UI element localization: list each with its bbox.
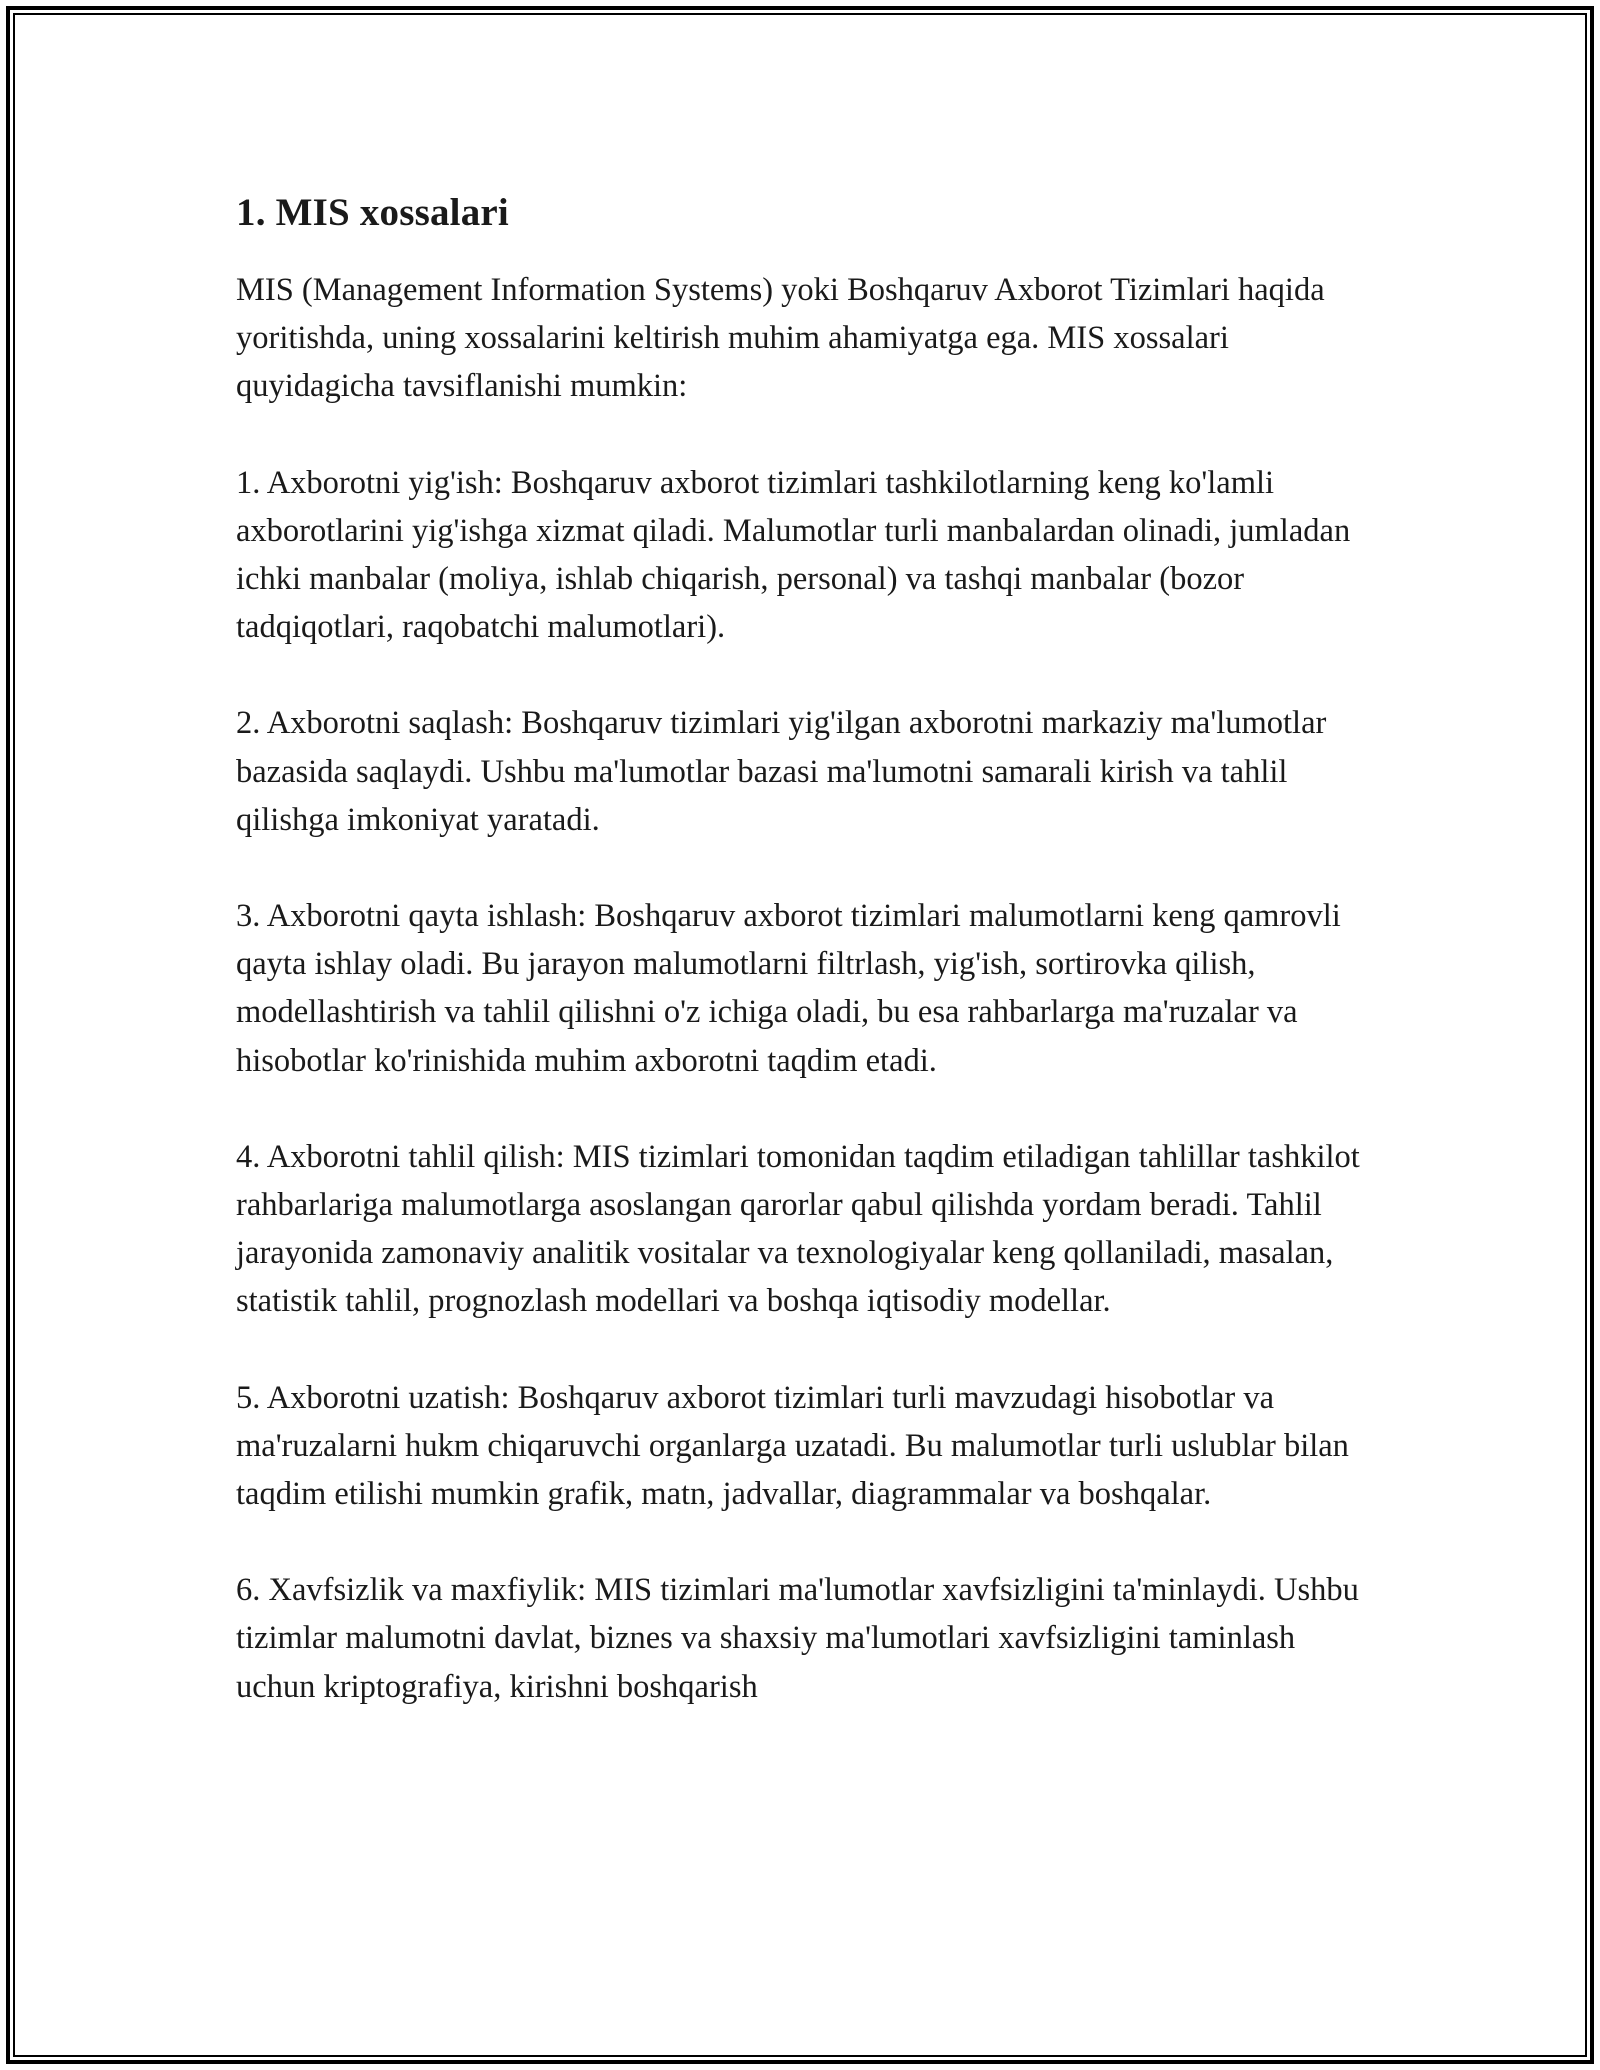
paragraph-analysis: 4. Axborotni tahlil qilish: MIS tizimlari tomonidan taqdim etiladigan tahlillar tashkilot rahbarlariga malumotlarga asoslangan qarorlar qabul qilishda yordam beradi. Tahlil jarayonida zamonaviy analitik vositalar va texnologiyalar keng qollaniladi, masalan, statistik tahlil, prognozlash modellari va boshqa iqtisodiy modellar.	[236, 1138, 1360, 1320]
document-title: 1. MIS xossalari	[236, 191, 509, 234]
paragraph-transmission: 5. Axborotni uzatish: Boshqaruv axborot tizimlari turli mavzudagi hisobotlar va ma'ruzalarni hukm chiqaruvchi organlarga uzatadi. Bu malumotlar turli uslublar bilan taqdim etilishi mumkin grafik, matn, jadvallar, diagrammalar va boshqalar.	[236, 1379, 1349, 1513]
paragraph-collecting: 1. Axborotni yig'ish: Boshqaruv axborot tizimlari tashkilotlarning keng ko'lamli axborotlarini yig'ishga xizmat qiladi. Malumotlar turli manbalardan olinadi, jumladan ichki manbalar (moliya, ishlab chiqarish, personal) va tashqi manbalar (bozor tadqiqotlari, raqobatchi malumotlari).	[236, 464, 1351, 646]
document-body	[236, 186, 1376, 1711]
paragraph-storing: 2. Axborotni saqlash: Boshqaruv tizimlari yig'ilgan axborotni markaziy ma'lumotlar bazasida saqlaydi. Ushbu ma'lumotlar bazasi ma'lumotni samarali kirish va tahlil qilishga imkoniyat yaratadi.	[236, 705, 1327, 838]
intro-paragraph: MIS (Management Information Systems) yoki Boshqaruv Axborot Tizimlari haqida yoritishda, uning xossalarini keltirish muhim ahamiyatga ega. MIS xossalari quyidagicha tavsiflanishi mumkin:	[236, 272, 1325, 405]
paragraph-processing: 3. Axborotni qayta ishlash: Boshqaruv axborot tizimlari malumotlarni keng qamrovli qayta ishlay oladi. Bu jarayon malumotlarni filtrlash, yig'ish, sortirovka qilish, modellashtirish va tahlil qilishni o'z ichiga oladi, bu esa rahbarlarga ma'ruzalar va hisobotlar ko'rinishida muhim axborotni taqdim etadi.	[236, 898, 1341, 1079]
paragraph-security: 6. Xavfsizlik va maxfiylik: MIS tizimlari ma'lumotlar xavfsizligini ta'minlaydi. Ushbu tizimlar malumotni davlat, biznes va shaxsiy ma'lumotlari xavfsizligini taminlash uchun kriptografiya, kirishni boshqarish	[236, 1572, 1359, 1705]
